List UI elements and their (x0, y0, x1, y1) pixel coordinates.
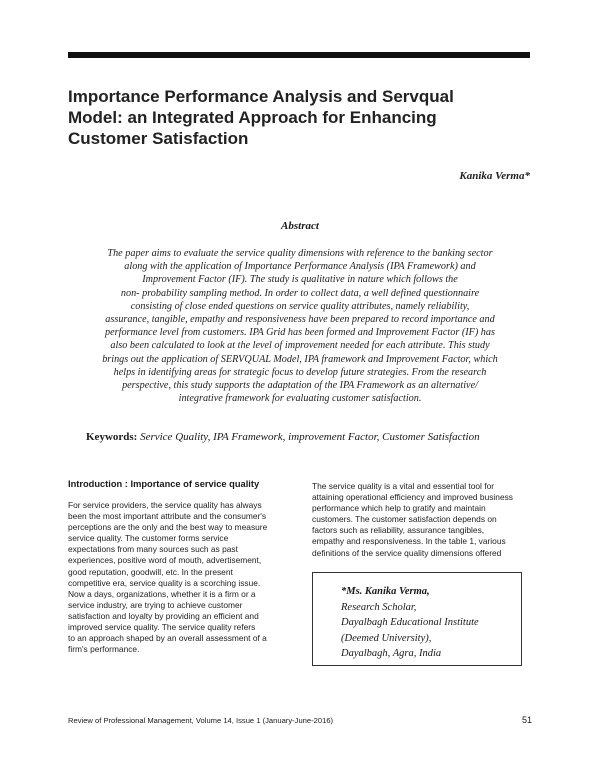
right-line: The service quality is a vital and essential tool for (312, 481, 495, 491)
intro-line: service industry, are trying to achieve customer (68, 599, 243, 610)
section-heading-introduction: Introduction : Importance of service quality (68, 479, 260, 489)
abstract-line: integrative framework for evaluating customer satisfaction. (178, 393, 422, 405)
intro-line: improved service quality. The service quality refers (68, 622, 256, 633)
affiliation-line: Dayalbagh, Agra, India (341, 648, 442, 659)
top-rule (68, 52, 530, 58)
abstract-line: performance level from customers. IPA Grid has been formed and Improvement Factor (IF) has (105, 327, 495, 339)
right-line: definitions of the service quality dimensions offered (312, 547, 502, 558)
intro-paragraph (68, 500, 294, 655)
title-line: Importance Performance Analysis and Servqual (68, 87, 454, 106)
intro-line: perceptions are the only and the best way to measure (68, 522, 268, 533)
left-column (68, 479, 294, 655)
intro-line: firm's performance. (68, 644, 140, 655)
abstract-line: Improvement Factor (IF). The study is qualitative in nature which follows the (142, 274, 458, 286)
intro-line: good reputation, goodwill, etc. In the present (68, 566, 233, 577)
author-name: Kanika Verma* (459, 170, 530, 182)
affiliation-line: (Deemed University), (341, 632, 432, 644)
right-line: customers. The customer satisfaction depends on (312, 514, 497, 525)
right-line: empathy and responsiveness. In the table 1, various (312, 536, 506, 547)
title-line: Customer Satisfaction (68, 129, 249, 148)
intro-line: competitive era, service quality is a scorching issue. (68, 577, 261, 588)
intro-line: to an approach shaped by an overall assessment of a (68, 633, 267, 644)
abstract-line: perspective, this study supports the adaptation of the IPA Framework as an alternative/ (122, 380, 478, 392)
intro-line: expectations from many sources such as past (68, 544, 238, 555)
abstract-line: consisting of close ended questions on service quality attributes, namely reliability, (130, 300, 470, 312)
abstract-line: also been calculated to look at the level of improvement needed for each attribute. This study (110, 340, 490, 352)
paper-title (68, 86, 538, 149)
right-line: performance which help to gratify and maintain (312, 503, 486, 514)
keywords-label: Keywords: (86, 431, 138, 443)
abstract-line: The paper aims to evaluate the service quality dimensions with reference to the banking sector (107, 248, 493, 259)
right-column (312, 481, 536, 559)
abstract-line: helps in identifying areas for strategic focus to develop future strategies. From the research (113, 366, 487, 378)
page-number: 51 (521, 715, 532, 725)
abstract-body (68, 247, 532, 405)
abstract-line: along with the application of Importance Performance Analysis (IPA Framework) and (124, 261, 476, 273)
intro-line: service quality. The customer forms service (68, 533, 229, 544)
title-line: Model: an Integrated Approach for Enhancing (68, 108, 437, 127)
keywords-text: Service Quality, IPA Framework, improvement Factor, Customer Satisfaction (140, 431, 480, 443)
intro-line: been the most important attribute and the consumer's (68, 511, 267, 522)
affiliation-line: Research Scholar, (341, 601, 417, 613)
abstract-line: brings out the application of SERVQUAL Model, IPA framework and Improvement Factor, which (102, 353, 498, 365)
right-line: attaining operational efficiency and improved business (312, 492, 513, 503)
abstract-line: assurance, tangible, empathy and responsiveness have been prepared to record importance and (105, 314, 495, 326)
journal-citation: Review of Professional Management, Volume 14, Issue 1 (January-June-2016) (68, 716, 334, 725)
abstract-line: non- probability sampling method. In order to collect data, a well defined questionnaire (120, 287, 480, 299)
affiliation-name: *Ms. Kanika Verma, (341, 586, 430, 597)
keywords (86, 431, 480, 443)
abstract-heading: Abstract (281, 220, 319, 232)
intro-line: satisfaction and loyalty by providing an efficient and (68, 610, 259, 621)
intro-line: experiences, positive word of mouth, advertisement, (68, 555, 262, 566)
right-paragraph (312, 481, 536, 559)
right-line: factors such as reliability, assurance tangibles, (312, 525, 485, 536)
intro-line: For service providers, the service quality has always (68, 500, 262, 510)
affiliation-line: Dayalbagh Educational Institute (341, 617, 479, 628)
intro-line: Now a days, organizations, whether it is a firm or a (68, 588, 256, 599)
author-affiliation-box (312, 572, 522, 666)
